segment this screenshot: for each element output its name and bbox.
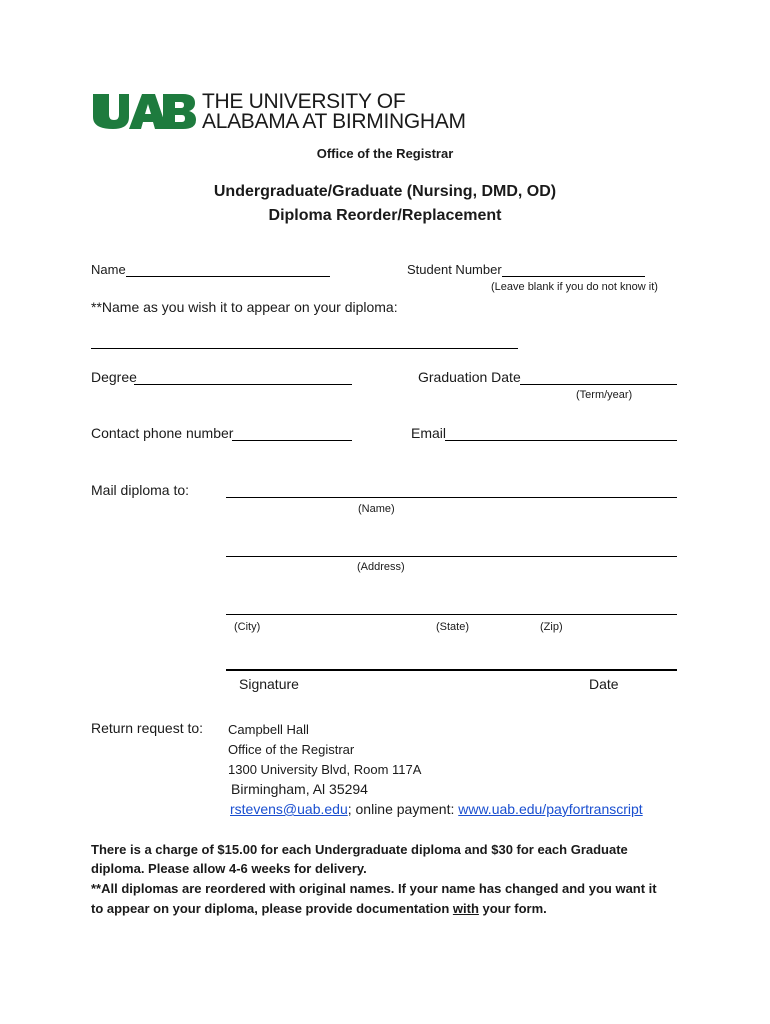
form-title-line-1: Undergraduate/Graduate (Nursing, DMD, OD): [213, 183, 557, 200]
diploma-name-field-line[interactable]: [91, 348, 518, 349]
date-label: Date: [589, 676, 619, 692]
name-field-line[interactable]: [126, 276, 330, 277]
payment-prefix: ; online payment:: [347, 801, 459, 817]
name-label: Name: [91, 262, 126, 277]
mail-zip-hint: (Zip): [540, 621, 563, 633]
notes-line-2: diploma. Please allow 4-6 weeks for delivery.: [91, 861, 367, 876]
graduation-date-field-line[interactable]: [520, 384, 677, 385]
notes-line-4-post: your form.: [478, 901, 547, 916]
mail-city-hint: (City): [234, 621, 261, 633]
return-line-4: Birmingham, Al 35294: [231, 781, 368, 797]
form-title-line-2: Diploma Reorder/Replacement: [268, 207, 502, 224]
email-field-line[interactable]: [445, 440, 677, 441]
student-number-field-line[interactable]: [502, 276, 645, 277]
graduation-date-label: Graduation Date: [418, 369, 521, 385]
office-heading: Office of the Registrar: [316, 146, 454, 161]
logo-line-1: THE UNIVERSITY OF: [202, 90, 406, 113]
notes-with-emphasis: with: [452, 901, 479, 916]
diploma-name-label: **Name as you wish it to appear on your diploma:: [91, 299, 398, 315]
mail-address-field-line[interactable]: [226, 556, 677, 557]
uab-logo: [93, 91, 473, 131]
mail-address-hint: (Address): [357, 561, 405, 573]
phone-field-line[interactable]: [232, 440, 352, 441]
signature-field-line[interactable]: [226, 669, 677, 671]
email-label: Email: [411, 425, 447, 441]
degree-field-line[interactable]: [134, 384, 352, 385]
phone-label: Contact phone number: [91, 425, 234, 441]
signature-label: Signature: [239, 676, 299, 692]
student-number-hint: (Leave blank if you do not know it): [491, 281, 658, 293]
mail-name-field-line[interactable]: [226, 497, 677, 498]
uab-logo-mark: [93, 91, 197, 131]
notes-line-4: [91, 901, 547, 916]
return-line-1: Campbell Hall: [228, 722, 309, 737]
mail-name-hint: (Name): [358, 503, 395, 515]
registrar-email-link[interactable]: rstevens@uab.edu: [230, 801, 348, 817]
return-line-2: Office of the Registrar: [228, 742, 355, 757]
notes-line-1: There is a charge of $15.00 for each Undergraduate diploma and $30 for each Graduate: [91, 842, 628, 857]
term-year-hint: (Term/year): [576, 389, 633, 401]
notes-line-4-pre: to appear on your diploma, please provide documentation: [91, 901, 453, 916]
mail-city-state-zip-field-line[interactable]: [226, 614, 677, 615]
logo-line-2: ALABAMA AT BIRMINGHAM: [202, 110, 466, 133]
return-label: Return request to:: [91, 720, 204, 736]
notes-line-3: **All diplomas are reordered with original names. If your name has changed and you want it: [91, 881, 657, 896]
return-contact-line: [230, 801, 643, 817]
degree-label: Degree: [91, 369, 137, 385]
mail-state-hint: (State): [436, 621, 470, 633]
return-line-3: 1300 University Blvd, Room 117A: [228, 762, 422, 777]
payment-link[interactable]: www.uab.edu/payfortranscript: [458, 801, 643, 817]
mail-label: Mail diploma to:: [91, 482, 190, 498]
student-number-label: Student Number: [407, 262, 502, 277]
